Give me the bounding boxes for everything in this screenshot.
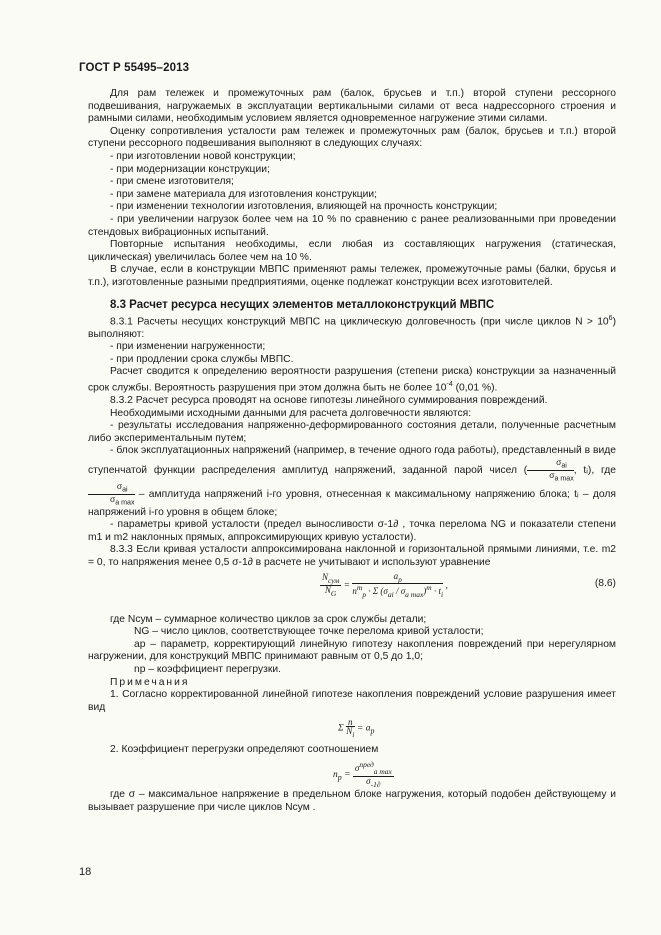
equation-note-1: Σ $\frac{n}{N_i}$ = $a_p$ (338, 717, 375, 740)
notes-title: Примечания (110, 676, 190, 688)
paragraph-source-data: Необходимыми исходными данными для расчета долговечности являются: (110, 407, 472, 419)
where-item: aр – параметр, корректирующий линейную гипотезу накопления повреждений при нерегулярном нагружении, для конструкций МВПС принимают равным от 0,5 до 1,0; (88, 638, 616, 663)
list-item-fatigue-curve: - параметры кривой усталости (предел выносливости σ-1∂ , точка перелома NG и показатели степени m1 и m2 наклонных прямых, аппроксимирующих кривую усталости). (88, 519, 616, 543)
page-number: 18 (79, 866, 92, 878)
paragraph-intro-1: Для рам тележек и промежуточных рам (балок, брусьев и т.п.) второй ступени рессорного подвешивания, нагружаемых в эксплуатации вертикальными силами от веса надрессорного строения и рамными силами, необходимым условием является одновременное нагружение этими силами. (88, 88, 616, 125)
list-item: - при изменении нагруженности; (110, 341, 266, 353)
equation-body: $N_{сум}$ $N_G$ = $a_p$ $n^m_p \cdot \Sigma$ $(\sigma_{ai} / \sigma_{a max})^m \cdot t_i$ , (322, 570, 448, 600)
equation-number: (8.6) (594, 577, 616, 589)
body-text (88, 88, 616, 814)
list-item-case: - при модернизации конструкции; (110, 163, 270, 175)
equation-8-6 (88, 570, 616, 614)
list-item-block: - блок эксплуатационных напряжений (например, в течение одного года работы), представленный в виде ступенчатой функции распределения амплитуд напряжений, заданной парой чисел ( $\sigma_{ai}$ $\sigma_{a max}$ , tᵢ), где $\sigma_{ai}$ $\sigma_{a max}$ – амплитуда напряжений i-го уровня, отнесенная к максимальному напряжению блока; tᵢ – доля напряжений i-го уровня в общем блоке; (88, 445, 616, 518)
paragraph-intro-2: Оценку сопротивления усталости рам тележек и промежуточных рам (балок, брусьев и т.п.) второй ступени рессорного подвешивания выполняют в следующих случаях: (88, 125, 616, 150)
note-2: 2. Коэффициент перегрузки определяют соотношением (110, 744, 379, 756)
list-item-case: - при изменении технологии изготовления, влияющей на прочность конструкции; (110, 201, 498, 213)
fraction-sigma-ratio-2: $\sigma_{ai}$ $\sigma_{a max}$ (88, 482, 135, 506)
note-1: 1. Согласно корректированной линейной гипотезе накопления повреждений условие разрушения имеет вид (88, 689, 616, 713)
section-heading: 8.3 Расчет ресурса несущих элементов металлоконструкций МВПС (110, 298, 495, 311)
paragraph-repeat-tests: Повторные испытания необходимы, если любая из составляющих нагружения (статическая, циклическая) увеличилась более чем на 10 %. (88, 239, 616, 263)
paragraph-8-3-2: 8.3.2 Расчет ресурса проводят на основе гипотезы линейного суммирования повреждений. (110, 394, 548, 406)
paragraph-8-3-3: 8.3.3 Если кривая усталости аппроксимирована наклонной и горизонтальной прямыми линиями, т.е. m2 = 0, то напряжения менее 0,5 σ-1∂ в расчете не учитывают и используют уравнение (88, 544, 616, 568)
list-item-case: - при увеличении нагрузок более чем на 10 % по сравнению с ранее реализованными при проведении стендовых вибрационных испытаний. (88, 213, 616, 238)
fraction-sigma-ratio: $\sigma_{ai}$ $\sigma_{a max}$ (527, 458, 574, 482)
where-item: где Nсум – суммарное количество циклов за срок службы детали; (110, 613, 427, 625)
equation-note-2: $n_p$ = $\sigma^{пред}_{a max}$ $\sigma_{-1\partial}$ (333, 759, 392, 789)
list-item-results: - результаты исследования напряженно-деформированного состояния детали, полученные расчетным либо экспериментальным путем; (88, 420, 616, 444)
document-header: ГОСТ Р 55495–2013 (79, 62, 190, 74)
list-item-case: - при смене изготовителя; (110, 176, 234, 188)
list-item-case: - при изготовлении новой конструкции; (110, 150, 296, 162)
paragraph-final: где σ – максимальное напряжение в предельном блоке нагружения, который подобен действующему и вызывает разрушение при числе циклов Nсум . (88, 788, 616, 813)
list-item-case: - при замене материала для изготовления конструкции; (110, 188, 377, 200)
paragraph-risk: Расчет сводится к определению вероятности разрушения (степени риска) конструкции за назначенный срок службы. Вероятность разрушения при этом должна быть не более $10^{-4}$ (0,01 %). (88, 366, 616, 394)
where-item: NG – число циклов, соответствующее точке перелома кривой усталости; (134, 626, 484, 638)
list-item: - при продлении срока службы МВПС. (110, 353, 294, 365)
paragraph-manufacturers: В случае, если в конструкции МВПС применяют рамы тележек, промежуточные рамы (балки, брусья и т.п.), изготовленные разными предприятиями, оценке подлежат конструкции всех изготовителей. (88, 264, 616, 288)
where-item: nр – коэффициент перегрузки. (134, 663, 281, 675)
paragraph-8-3-1: 8.3.1 Расчеты несущих конструкций МВПС на циклическую долговечность (при числе циклов $N > 10^6$) выполняют: (88, 314, 616, 340)
